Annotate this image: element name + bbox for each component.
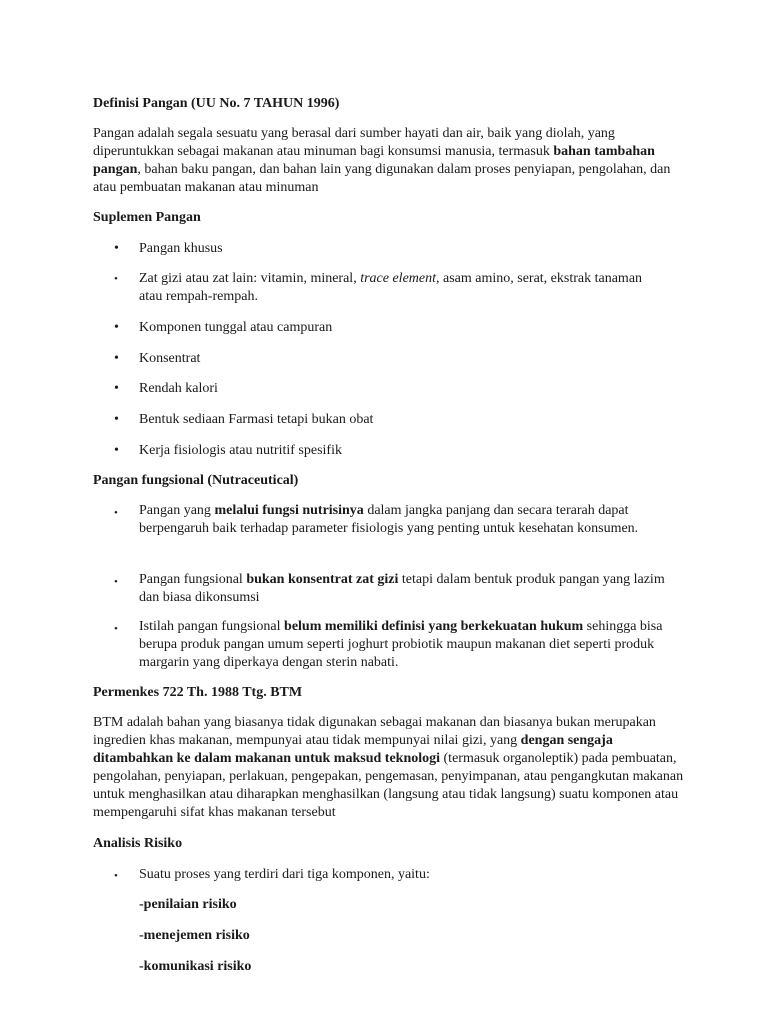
text-run: , bahan baku pangan, dan bahan lain yang digunakan dalam proses penyiapan, pengolahan, dan atau pembuatan makanan atau minuman	[93, 162, 671, 195]
list-item	[139, 618, 679, 672]
bold-run: melalui fungsi nutrisinya	[214, 503, 364, 518]
bullet-icon: •	[114, 241, 119, 256]
paragraph-definisi-pangan	[93, 125, 685, 197]
list-item: Rendah kalori	[139, 381, 218, 396]
sub-item-penilaian-risiko: -penilaian risiko	[139, 897, 237, 912]
list-item: Konsentrat	[139, 351, 201, 366]
paragraph-btm	[93, 714, 685, 822]
bullet-icon: •	[114, 351, 119, 366]
bullet-icon: •	[114, 576, 118, 588]
list-item: Komponen tunggal atau campuran	[139, 320, 333, 335]
list-item	[139, 571, 679, 607]
bold-run: belum memiliki definisi yang berkekuatan hukum	[284, 619, 584, 634]
heading-permenkes: Permenkes 722 Th. 1988 Ttg. BTM	[93, 685, 303, 700]
bold-run: bukan konsentrat zat gizi	[246, 572, 399, 587]
heading-definisi-pangan: Definisi Pangan (UU No. 7 TAHUN 1996)	[93, 96, 340, 111]
heading-analisis-risiko: Analisis Risiko	[93, 836, 183, 851]
text-run: BTM adalah bahan yang biasanya tidak digunakan sebagai makanan dan biasanya bukan merupakan ingredien khas makanan, mempunyai atau tidak mempunyai nilai gizi, yang	[93, 715, 656, 748]
list-item: Kerja fisiologis atau nutritif spesifik	[139, 443, 342, 458]
sub-item-menejemen-risiko: -menejemen risiko	[139, 928, 250, 943]
text-run: tetapi dalam bentuk produk pangan yang lazim dan biasa dikonsumsi	[139, 572, 665, 605]
text-run: Pangan fungsional	[139, 572, 247, 587]
text-run: Pangan yang	[139, 503, 215, 518]
text-run: Pangan adalah segala sesuatu yang berasal dari sumber hayati dan air, baik yang diolah, yang diperuntukkan sebagai makanan atau minuman bagi konsumsi manusia, termasuk	[93, 126, 615, 159]
list-item: Pangan khusus	[139, 241, 223, 256]
text-run: sehingga bisa berupa produk pangan umum seperti joghurt probiotik maupun makanan diet seperti produk margarin yang diperkaya dengan sterin nabati.	[139, 619, 663, 670]
text-run: (termasuk organoleptik) pada pembuatan, pengolahan, penyiapan, perlakuan, pengepakan, pengemasan, penyimpanan, atau pengangkutan makanan untuk menghasilkan atau diharapkan menghasilkan (langsung atau tidak langsung) suatu komponen atau mempengaruhi sifat khas makanan tersebut	[93, 751, 684, 820]
bullet-icon: •	[114, 320, 119, 335]
list-item: Suatu proses yang terdiri dari tiga komponen, yaitu:	[139, 867, 430, 882]
bullet-icon: •	[114, 623, 118, 635]
heading-suplemen-pangan: Suplemen Pangan	[93, 210, 201, 225]
sub-item-komunikasi-risiko: -komunikasi risiko	[139, 959, 252, 974]
italic-run: trace element	[360, 271, 436, 286]
list-item	[139, 502, 679, 538]
text-run: Istilah pangan fungsional	[139, 619, 285, 634]
bullet-icon: •	[114, 381, 119, 396]
text-run: dalam jangka panjang dan secara terarah dapat berpengaruh baik terhadap parameter fisiologis yang penting untuk kesehatan konsumen.	[139, 503, 639, 536]
bullet-icon: •	[114, 507, 118, 519]
text-run: Zat gizi atau zat lain: vitamin, mineral,	[139, 271, 361, 286]
bullet-icon: •	[114, 273, 118, 285]
list-item: Bentuk sediaan Farmasi tetapi bukan obat	[139, 412, 374, 427]
list-item	[139, 270, 659, 306]
bullet-icon: •	[114, 870, 118, 882]
bullet-icon: •	[114, 412, 119, 427]
bold-run: bahan tambahan pangan	[93, 144, 655, 177]
bold-run: dengan sengaja ditambahkan ke dalam makanan untuk maksud teknologi	[93, 733, 613, 766]
heading-pangan-fungsional: Pangan fungsional (Nutraceutical)	[93, 473, 299, 488]
text-run: , asam amino, serat, ekstrak tanaman atau rempah-rempah.	[139, 271, 643, 304]
bullet-icon: •	[114, 443, 119, 458]
